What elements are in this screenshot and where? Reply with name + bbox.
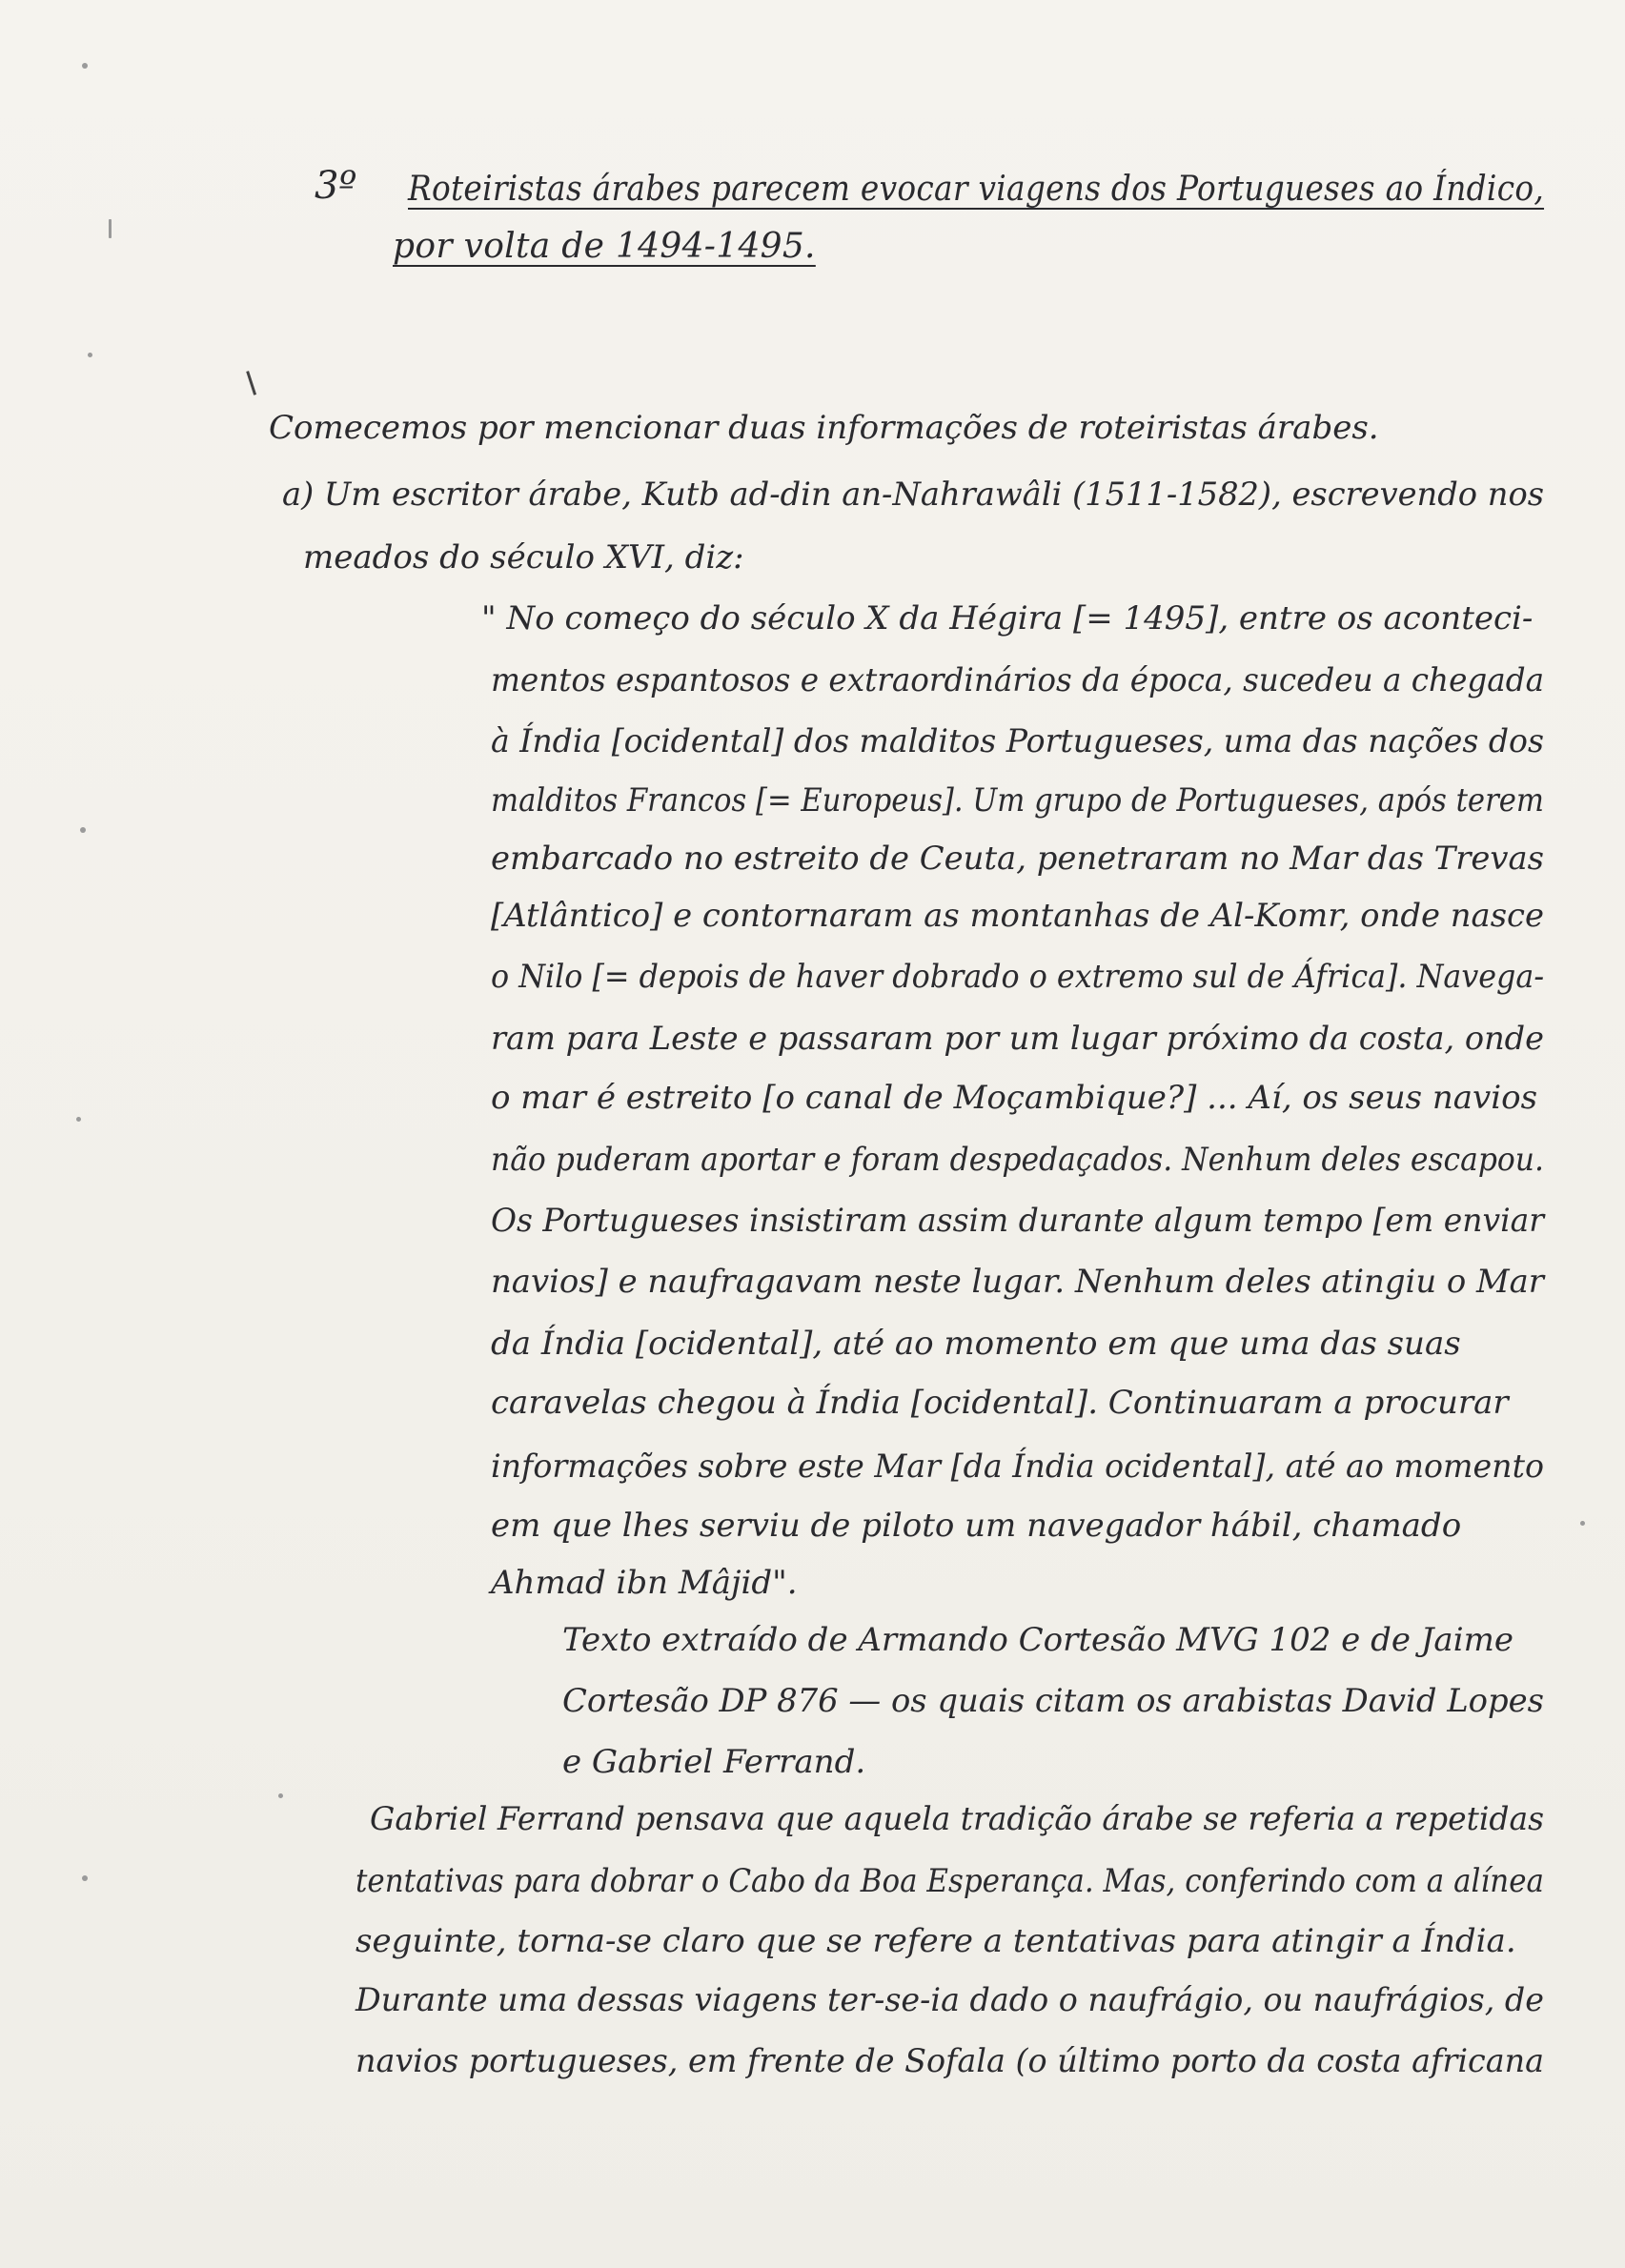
item-a-line: a) Um escritor árabe, Kutb ad-din an-Nahrawâli (1511-1582), escrevendo nos: [282, 476, 1545, 514]
quote-line: o Nilo [= depois de haver dobrado o extremo sul de África]. Navega-: [491, 958, 1545, 996]
quote-line: embarcado no estreito de Ceuta, penetraram no Mar das Trevas: [491, 840, 1545, 878]
paper-speck: [278, 1793, 283, 1798]
paper-speck: [76, 1117, 81, 1122]
quote-line: malditos Francos [= Europeus]. Um grupo de Portugueses, após terem: [491, 781, 1544, 820]
quote-line: caravelas chegou à Índia [ocidental]. Continuaram a procurar: [491, 1384, 1509, 1422]
paper-speck: [82, 63, 88, 69]
quote-line: em que lhes serviu de piloto um navegador hábil, chamado: [491, 1507, 1462, 1545]
paper-speck: [80, 827, 86, 833]
quote-line: Ahmad ibn Mâjid".: [491, 1564, 798, 1602]
source-note-line: e Gabriel Ferrand.: [562, 1743, 866, 1781]
quote-line: não puderam aportar e foram despedaçados. Nenhum deles escapou.: [491, 1141, 1544, 1179]
paragraph-intro-line: Comecemos por mencionar duas informações de roteiristas árabes.: [269, 409, 1379, 447]
paragraph-line: seguinte, torna-se claro que se refere a tentativas para atingir a Índia.: [355, 1922, 1516, 1960]
paragraph-line: Gabriel Ferrand pensava que aquela tradição árabe se referia a repetidas: [370, 1800, 1544, 1838]
source-note-line: Texto extraído de Armando Cortesão MVG 102 e de Jaime: [562, 1621, 1513, 1659]
heading-line-2: por volta de 1494-1495.: [393, 227, 816, 266]
paragraph-line: navios portugueses, em frente de Sofala (o último porto da costa africana: [355, 2042, 1545, 2080]
quote-line: ram para Leste e passaram por um lugar próximo da costa, onde: [491, 1020, 1545, 1058]
pen-mark: [246, 369, 262, 395]
quote-line: à Índia [ocidental] dos malditos Portugueses, uma das nações dos: [491, 722, 1544, 760]
section-number: 3º: [315, 164, 357, 208]
paper-speck: [82, 1875, 88, 1881]
quote-line: informações sobre este Mar [da Índia ocidental], até ao momento: [491, 1448, 1544, 1486]
paragraph-line: tentativas para dobrar o Cabo da Boa Esperança. Mas, conferindo com a alínea: [355, 1862, 1544, 1900]
quote-line: navios] e naufragavam neste lugar. Nenhum deles atingiu o Mar: [491, 1263, 1544, 1301]
quote-line: da Índia [ocidental], até ao momento em que uma das suas: [491, 1325, 1461, 1363]
quote-line: mentos espantosos e extraordinários da época, sucedeu a chegada: [491, 661, 1545, 699]
source-note-line: Cortesão DP 876 — os quais citam os arabistas David Lopes: [562, 1682, 1545, 1720]
quote-line: [Atlântico] e contornaram as montanhas de Al-Komr, onde nasce: [491, 897, 1545, 935]
paragraph-line: Durante uma dessas viagens ter-se-ia dado o naufrágio, ou naufrágios, de: [355, 1981, 1544, 2019]
paper-speck: [109, 219, 112, 238]
quote-line: o mar é estreito [o canal de Moçambique?] ... Aí, os seus navios: [491, 1079, 1538, 1117]
heading-line-1: Roteiristas árabes parecem evocar viagens dos Portugueses ao Índico,: [408, 170, 1545, 209]
quote-line: Os Portugueses insistiram assim durante algum tempo [em enviar: [491, 1202, 1545, 1240]
paper-speck: [88, 353, 92, 357]
paper-speck: [1580, 1521, 1585, 1526]
quote-line: " No começo do século X da Hégira [= 1495], entre os aconteci-: [481, 599, 1534, 638]
item-a-line: meados do século XVI, diz:: [303, 538, 744, 577]
